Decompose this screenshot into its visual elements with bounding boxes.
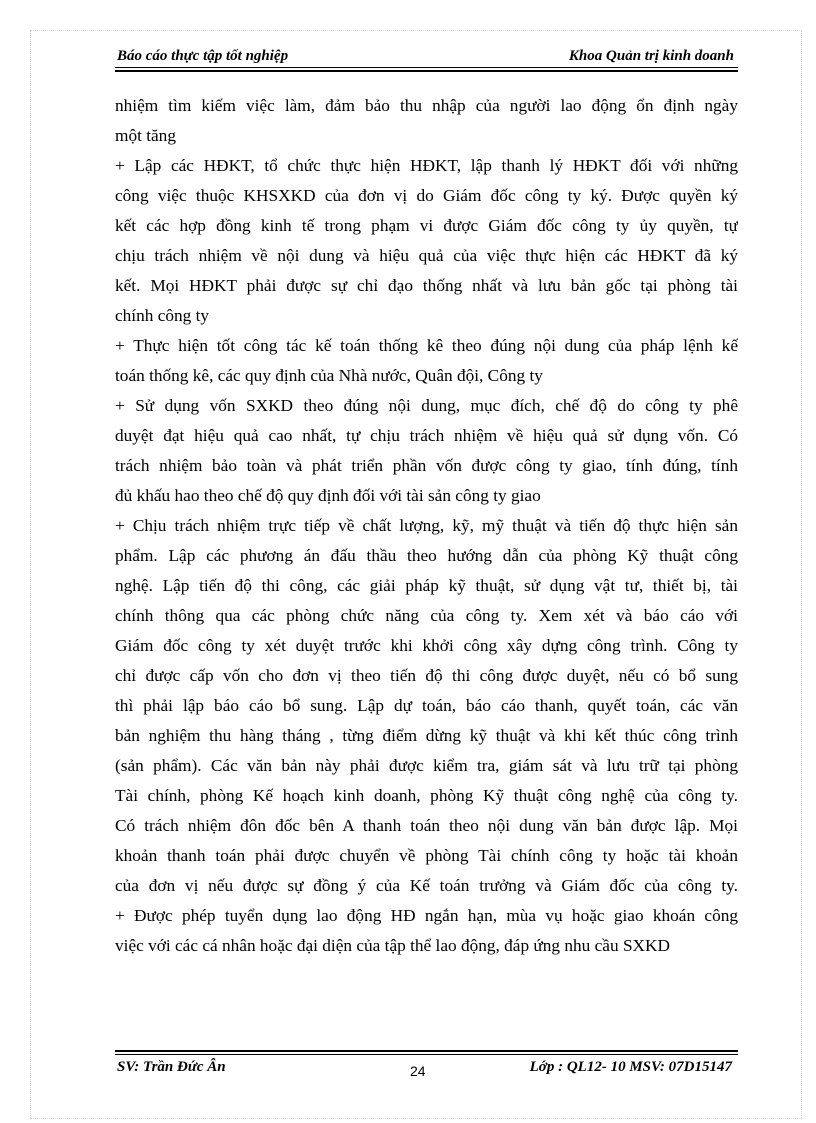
body-line: khoản thanh toán phải được chuyển về phòng Tài chính công ty hoặc tài khoản <box>115 846 738 865</box>
page-border-right <box>801 30 802 1118</box>
body-line: trách nhiệm bảo toàn và phát triển phần vốn được công ty giao, tính đúng, tính <box>115 456 738 475</box>
body-line: phẩm. Lập các phương án đấu thầu theo hướng dẫn của phòng Kỹ thuật công <box>115 546 738 565</box>
body-line: đủ khấu hao theo chế độ quy định đối với tài sản công ty giao <box>115 486 541 505</box>
body-line: bản nghiệm thu hàng tháng , từng điểm dừng kỹ thuật và khi kết thúc công trình <box>115 726 738 745</box>
body-line: chính công ty <box>115 306 210 325</box>
footer-class-info: Lớp : QL12- 10 MSV: 07D15147 <box>529 1059 732 1075</box>
header-rule-thick <box>115 70 738 72</box>
page-border-top <box>30 30 802 31</box>
body-line: + Sử dụng vốn SXKD theo đúng nội dung, mục đích, chế độ do công ty phê <box>115 396 738 415</box>
body-line: kết. Mọi HĐKT phải được sự chỉ đạo thống nhất và lưu bản gốc tại phòng tài <box>115 276 738 295</box>
page-number: 24 <box>410 1063 426 1079</box>
footer-rule-thick <box>115 1050 738 1052</box>
header-faculty: Khoa Quản trị kinh doanh <box>568 48 734 64</box>
footer-rule-thin <box>115 1054 738 1055</box>
page-border-bottom <box>30 1118 802 1119</box>
body-line: + Được phép tuyển dụng lao động HĐ ngắn hạn, mùa vụ hoặc giao khoán công <box>115 906 738 925</box>
body-line: Giám đốc công ty xét duyệt trước khi khởi công xây dựng công trình. Công ty <box>115 636 738 655</box>
body-line: chịu trách nhiệm về nội dung và hiệu quả của việc thực hiện các HĐKT đã ký <box>115 246 738 265</box>
body-line: chỉ được cấp vốn cho đơn vị theo tiến độ thi công được duyệt, nếu có bổ sung <box>115 666 738 685</box>
header-report-title: Báo cáo thực tập tốt nghiệp <box>117 48 289 64</box>
body-line: kết các hợp đồng kinh tế trong phạm vi được Giám đốc công ty ủy quyền, tự <box>115 216 738 235</box>
body-line: (sản phẩm). Các văn bản này phải được kiểm tra, giám sát và lưu trữ tại phòng <box>115 756 738 775</box>
body-line: nghệ. Lập tiến độ thi công, các giải pháp kỹ thuật, sử dụng vật tư, thiết bị, tài <box>115 576 738 595</box>
body-line: chính thông qua các phòng chức năng của công ty. Xem xét và báo cáo với <box>115 606 738 625</box>
page-header <box>115 44 738 74</box>
body-line: nhiệm tìm kiếm việc làm, đảm bảo thu nhập của người lao động ổn định ngày <box>115 96 738 115</box>
body-line: + Chịu trách nhiệm trực tiếp về chất lượng, kỹ, mỹ thuật và tiến độ thực hiện sản <box>115 516 738 535</box>
body-line: việc với các cá nhân hoặc đại diện của tập thể lao động, đáp ứng nhu cầu SXKD <box>115 936 670 955</box>
body-line: công việc thuộc KHSXKD của đơn vị do Giám đốc công ty ký. Được quyền ký <box>115 186 738 205</box>
body-line: Có trách nhiệm đôn đốc bên A thanh toán theo nội dung văn bản được lập. Mọi <box>115 816 738 835</box>
page-footer <box>115 1050 738 1090</box>
document-body <box>115 91 738 961</box>
body-line: một tăng <box>115 126 176 145</box>
body-line: Tài chính, phòng Kế hoạch kinh doanh, phòng Kỹ thuật công nghệ của công ty. <box>115 786 738 805</box>
header-rule-thin <box>115 67 738 68</box>
footer-student-name: SV: Trần Đức Ân <box>117 1059 226 1075</box>
body-line: + Thực hiện tốt công tác kế toán thống kê theo đúng nội dung của pháp lệnh kế <box>115 336 738 355</box>
page-border-left <box>30 30 31 1118</box>
body-line: toán thống kê, các quy định của Nhà nước, Quân đội, Công ty <box>115 366 543 385</box>
body-line: + Lập các HĐKT, tổ chức thực hiện HĐKT, lập thanh lý HĐKT đối với những <box>115 156 738 175</box>
body-line: duyệt đạt hiệu quả cao nhất, tự chịu trách nhiệm về hiệu quả sử dụng vốn. Có <box>115 426 738 445</box>
body-line: thì phải lập báo cáo bổ sung. Lập dự toán, báo cáo thanh, quyết toán, các văn <box>115 696 738 715</box>
body-line: của đơn vị nếu được sự đồng ý của Kế toán trưởng và Giám đốc của công ty. <box>115 876 738 895</box>
